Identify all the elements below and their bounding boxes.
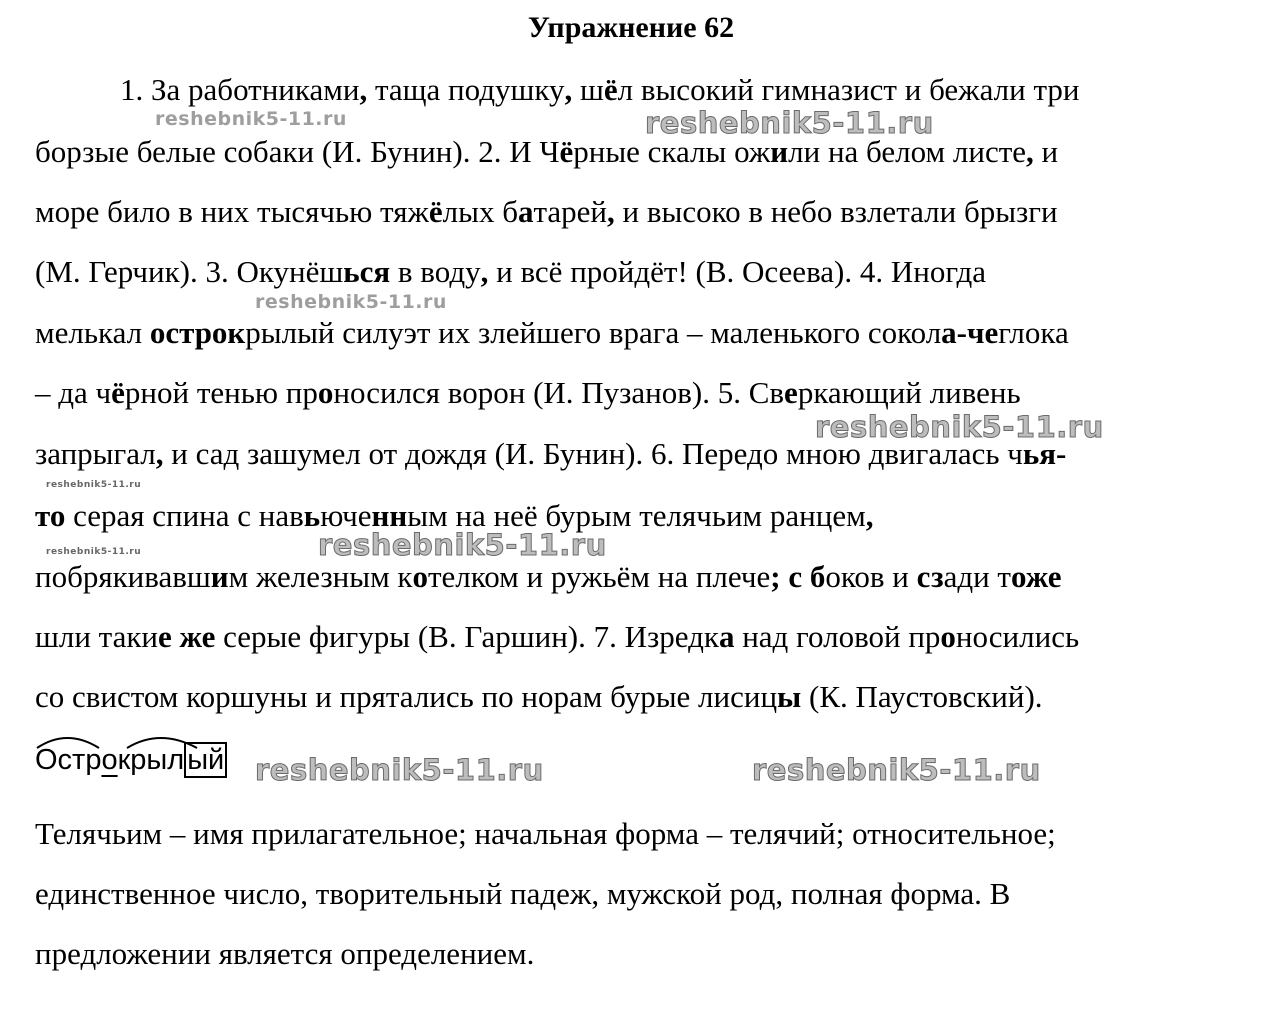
watermark-9: reshebnik5-11.ru (752, 753, 1041, 787)
text-line-6: – да чёрной тенью проносился ворон (И. Пузанов). 5. Сверкающий ливень (35, 375, 1021, 410)
text-line-1: 1. За работниками, таща подушку, шёл высокий гимназист и бежали три (120, 72, 1080, 107)
watermark-4: reshebnik5-11.ru (815, 410, 1104, 444)
text-line-5: мелькал острокрылый силуэт их злейшего врага – маленького сокола-чеглока (35, 315, 1069, 350)
morpheme-analysis (35, 740, 227, 784)
text-line-3: море било в них тысячью тяжёлых батарей, и высоко в небо взлетали брызги (35, 194, 1058, 229)
watermark-2: reshebnik5-11.ru (645, 106, 934, 140)
text-line-12: Телячьим – имя прилагательное; начальная форма – телячий; относительное; (35, 816, 1056, 851)
watermark-8: reshebnik5-11.ru (255, 753, 544, 787)
root-2: крыл (117, 744, 185, 776)
exercise-title: Упражнение 62 (527, 11, 735, 44)
text-line-13: единственное число, творительный падеж, мужской род, полная форма. В (35, 876, 1011, 911)
ending-box: ый (184, 742, 227, 778)
text-line-11: со свистом коршуны и прятались по норам бурые лисицы (К. Паустовский). (35, 679, 1043, 714)
text-line-2: борзые белые собаки (И. Бунин). 2. И Чёрные скалы ожили на белом листе, и (35, 134, 1059, 169)
watermark-1: reshebnik5-11.ru (155, 108, 347, 130)
watermark-3: reshebnik5-11.ru (255, 291, 447, 313)
watermark-7: reshebnik5-11.ru (318, 528, 607, 562)
text-line-10: шли такие же серые фигуры (В. Гаршин). 7. Изредка над головой проносились (35, 619, 1080, 654)
text-line-4: (М. Герчик). 3. Окунёшься в воду, и всё пройдёт! (В. Осеева). 4. Иногда (35, 254, 987, 289)
text-line-14: предложении является определением. (35, 936, 535, 971)
watermark-6: reshebnik5-11.ru (46, 547, 142, 557)
text-line-9: побрякивавшим железным котелком и ружьём на плече; с боков и сзади тоже (35, 559, 1062, 594)
text-line-8: то серая спина с навьюченным на неё бурым телячьим ранцем, (35, 498, 874, 533)
watermark-5: reshebnik5-11.ru (46, 480, 142, 490)
connecting-vowel: о (101, 744, 118, 776)
text-line-7: запрыгал, и сад зашумел от дождя (И. Бунин). 6. Передо мною двигалась чья- (35, 436, 1067, 471)
root-1: Остр (35, 744, 102, 776)
root-arcs (35, 726, 265, 756)
